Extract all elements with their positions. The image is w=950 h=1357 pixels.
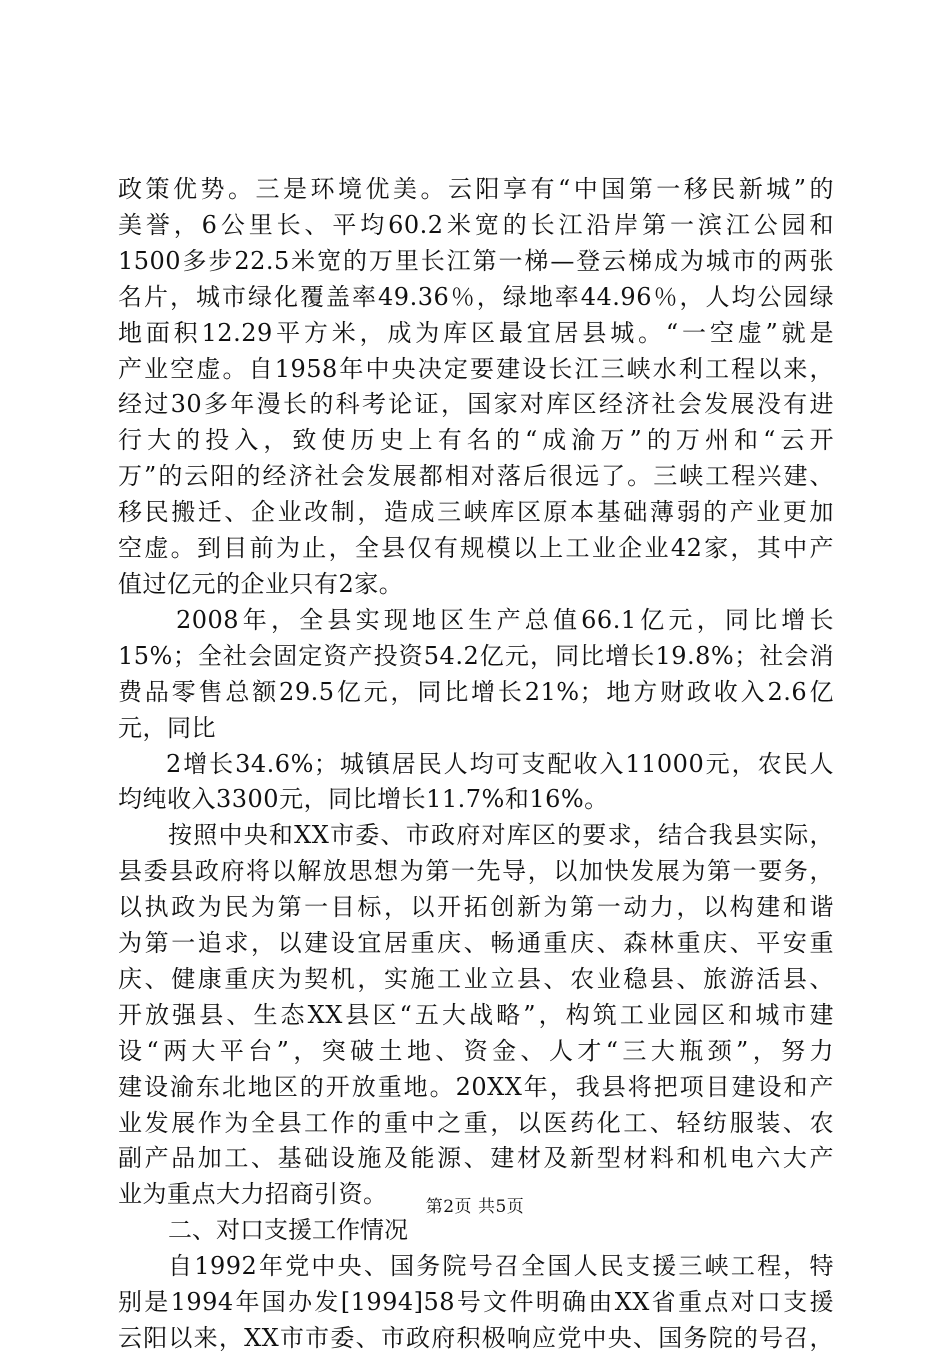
paragraph-environment [118,172,834,603]
text-line: 移民搬迁、企业改制，造成三峡库区原本基础薄弱的产业更加 [118,498,834,527]
text-line: 业为重点大力招商引资。 [118,1180,388,1209]
text-line: 行大的投入，致使历史上有名的“成渝万”的万州和“云开 [118,426,834,455]
paragraph-income-growth [118,747,834,819]
text-line: 1500多步22.5米宽的万里长江第一梯—登云梯成为城市的两张 [118,246,834,275]
paragraph-2008-statistics [118,603,834,747]
text-line: 均纯收入3300元，同比增长11.7%和16%。 [118,785,609,814]
text-line: 美誉，6公里长、平均60.2米宽的长江沿岸第一滨江公园和 [118,210,834,239]
text-line: 建设渝东北地区的开放重地。20XX年，我县将把项目建设和产 [118,1072,834,1101]
text-line: 费品零售总额29.5亿元，同比增长21%；地方财政收入2.6亿 [118,677,834,706]
text-line: 设“两大平台”，突破土地、资金、人才“三大瓶颈”，努力 [118,1036,834,1065]
text-line: 2008年，全县实现地区生产总值66.1亿元，同比增长 [176,605,834,634]
text-line: 名片，城市绿化覆盖率49.36％，绿地率44.96％，人均公园绿 [118,282,834,311]
text-line: 地面积12.29平方米，成为库区最宜居县城。“一空虚”就是 [118,318,834,347]
text-line: 元，同比 [118,713,216,742]
section-heading: 二、对口支援工作情况 [168,1216,408,1245]
text-line: 政策优势。三是环境优美。云阳享有“中国第一移民新城”的 [118,175,834,203]
text-line: 以执政为民为第一目标，以开拓创新为第一动力，以构建和谐 [118,893,834,922]
text-line: 15%；全社会固定资产投资54.2亿元，同比增长19.8%；社会消 [118,641,834,670]
document-body [118,172,834,1357]
paragraph-development-strategy [118,818,834,1213]
text-line: 云阳以来，XX市市委、市政府积极响应党中央、国务院的号召， [118,1324,834,1352]
text-line: 庆、健康重庆为契机，实施工业立县、农业稳县、旅游活县、 [118,964,834,993]
text-line: 空虚。到目前为止，全县仅有规模以上工业企业42家，其中产 [118,534,834,563]
text-line: 开放强县、生态XX县区“五大战略”，构筑工业园区和城市建 [118,1000,834,1029]
text-line: 为第一追求，以建设宜居重庆、畅通重庆、森林重庆、平安重 [118,929,834,958]
text-line: 自1992年党中央、国务院号召全国人民支援三峡工程，特 [168,1252,834,1281]
text-line: 按照中央和XX市委、市政府对库区的要求，结合我县实际， [168,821,834,850]
text-line: 产业空虚。自1958年中央决定要建设长江三峡水利工程以来， [118,354,834,383]
text-line: 副产品加工、基础设施及能源、建材及新型材料和机电六大产 [118,1144,834,1173]
text-line: 县委县政府将以解放思想为第一先导，以加快发展为第一要务， [118,857,834,886]
text-line: 2增长34.6%；城镇居民人均可支配收入11000元，农民人 [166,749,834,778]
text-line: 业发展作为全县工作的重中之重，以医药化工、轻纺服装、农 [118,1108,834,1137]
text-line: 万”的云阳的经济社会发展都相对落后很远了。三峡工程兴建、 [118,462,834,491]
text-line: 经过30多年漫长的科考论证，国家对库区经济社会发展没有进 [118,390,834,419]
text-line: 别是1994年国办发[1994]58号文件明确由XX省重点对口支援 [118,1288,834,1317]
page-footer: 第2页 共5页 [425,1197,525,1217]
text-line: 值过亿元的企业只有2家。 [118,569,404,598]
paragraph-paired-support [118,1249,834,1357]
